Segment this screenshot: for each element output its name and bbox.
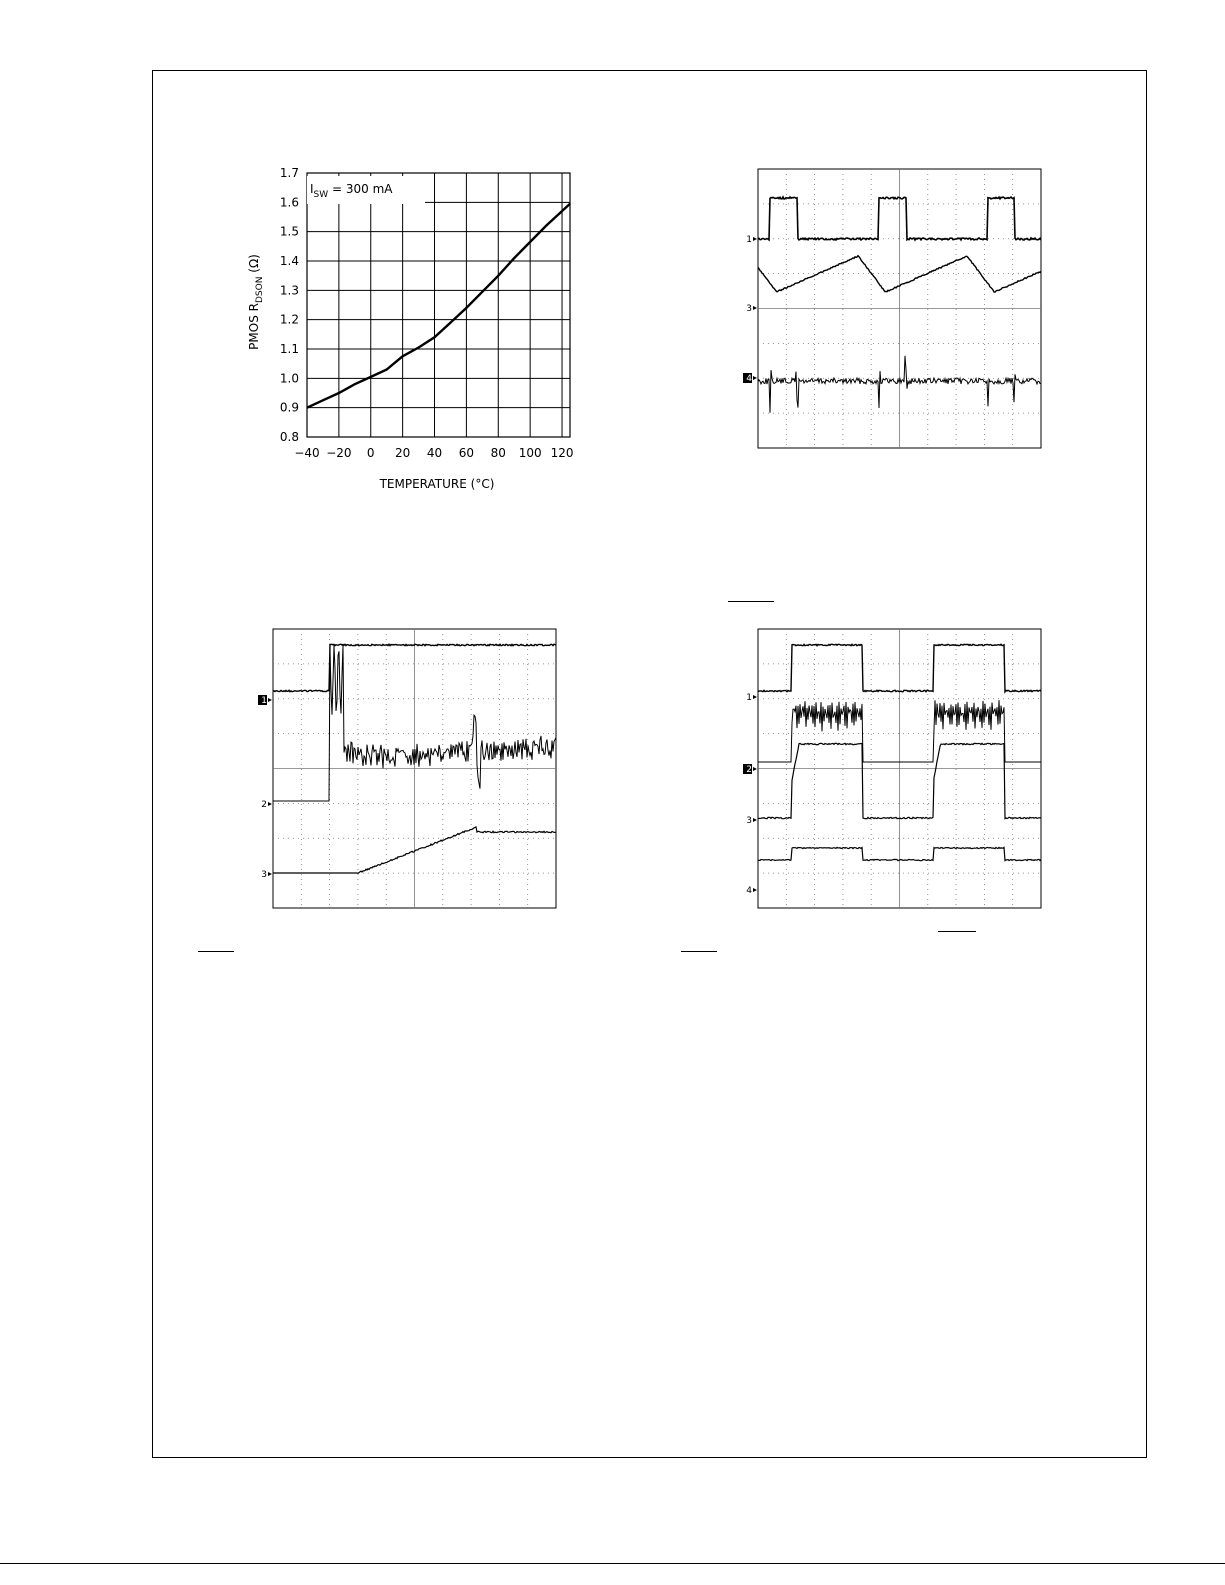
y-tick-label: 1.3	[279, 283, 299, 298]
y-tick-label: 0.8	[279, 430, 299, 444]
x-tick-label: 40	[426, 446, 443, 460]
channel-marker-arrow	[753, 818, 757, 822]
channel-marker-label: 2	[261, 800, 267, 810]
page-footer-rule	[0, 1563, 1225, 1564]
rdson-y-tick-labels	[280, 166, 299, 444]
y-tick-label: 1.5	[279, 224, 299, 239]
channel-marker-label: 3	[261, 870, 267, 880]
scope-tr-grid	[758, 169, 1041, 448]
underline-mark	[938, 931, 976, 932]
channel-marker-label: 1	[746, 693, 752, 703]
channel-marker-label: 3	[746, 304, 752, 314]
channel-marker-arrow	[753, 376, 757, 380]
ylabel-subscript: DSON	[255, 276, 265, 304]
channel-marker-arrow	[753, 237, 757, 241]
underline-mark	[728, 601, 774, 602]
rdson-y-axis-label	[247, 254, 265, 350]
x-tick-label: 60	[458, 446, 475, 460]
channel-marker-label: 2	[746, 765, 752, 775]
x-tick-label: −20	[326, 446, 352, 460]
scope-tr-svg	[740, 160, 1050, 460]
annotation-main: I	[310, 182, 314, 196]
x-tick-label: 100	[518, 446, 542, 460]
rdson-x-axis-label: TEMPERATURE (°C)	[379, 477, 495, 491]
x-tick-label: 0	[366, 446, 375, 460]
underline-mark	[681, 951, 717, 952]
ylabel-suffix: (Ω)	[247, 254, 261, 277]
channel-marker-arrow	[753, 888, 757, 892]
channel-marker-arrow	[753, 695, 757, 699]
channel-marker-label: 3	[746, 816, 752, 826]
channel-marker-arrow	[753, 306, 757, 310]
rdson-vs-temperature-chart	[240, 160, 585, 505]
y-tick-label: 1.1	[279, 342, 299, 356]
rdson-x-tick-labels	[294, 446, 573, 460]
y-tick-label: 1.2	[279, 312, 299, 327]
channel-marker-label: 1	[261, 696, 267, 706]
scope-load-transient-waveforms	[740, 620, 1050, 920]
y-tick-label: 1.4	[279, 254, 299, 268]
scope-bl-grid	[273, 629, 556, 908]
x-tick-label: 80	[490, 446, 506, 460]
channel-marker-label: 4	[746, 374, 752, 384]
scope-br-grid	[758, 629, 1041, 908]
x-tick-label: −40	[294, 446, 320, 460]
y-tick-label: 1.6	[279, 195, 299, 210]
y-tick-label: 1.7	[279, 166, 299, 180]
channel-marker-arrow	[268, 698, 272, 702]
rdson-grid	[307, 173, 570, 437]
ylabel-prefix: PMOS R	[247, 303, 261, 350]
x-tick-label: 120	[550, 446, 574, 460]
scope-tr-channel-markers	[743, 235, 757, 384]
scope-bl-svg	[255, 620, 565, 920]
scope-br-channel-markers	[743, 693, 757, 896]
scope-br-svg	[740, 620, 1050, 920]
channel-marker-arrow	[268, 802, 272, 806]
y-tick-label: 0.9	[279, 400, 299, 415]
annotation-rest: = 300 mA	[328, 182, 393, 196]
scope-bl-channel-markers	[258, 695, 272, 880]
channel-marker-label: 1	[746, 235, 752, 245]
scope-startup-waveforms	[255, 620, 565, 920]
y-tick-label: 1.0	[279, 371, 299, 386]
channel-marker-label: 4	[746, 886, 752, 896]
x-tick-label: 20	[394, 446, 411, 460]
underline-mark	[198, 951, 234, 952]
annotation-subscript: SW	[313, 190, 329, 200]
channel-marker-arrow	[268, 872, 272, 876]
channel-marker-arrow	[753, 767, 757, 771]
scope-switching-waveforms	[740, 160, 1050, 460]
rdson-chart-svg	[240, 160, 585, 505]
